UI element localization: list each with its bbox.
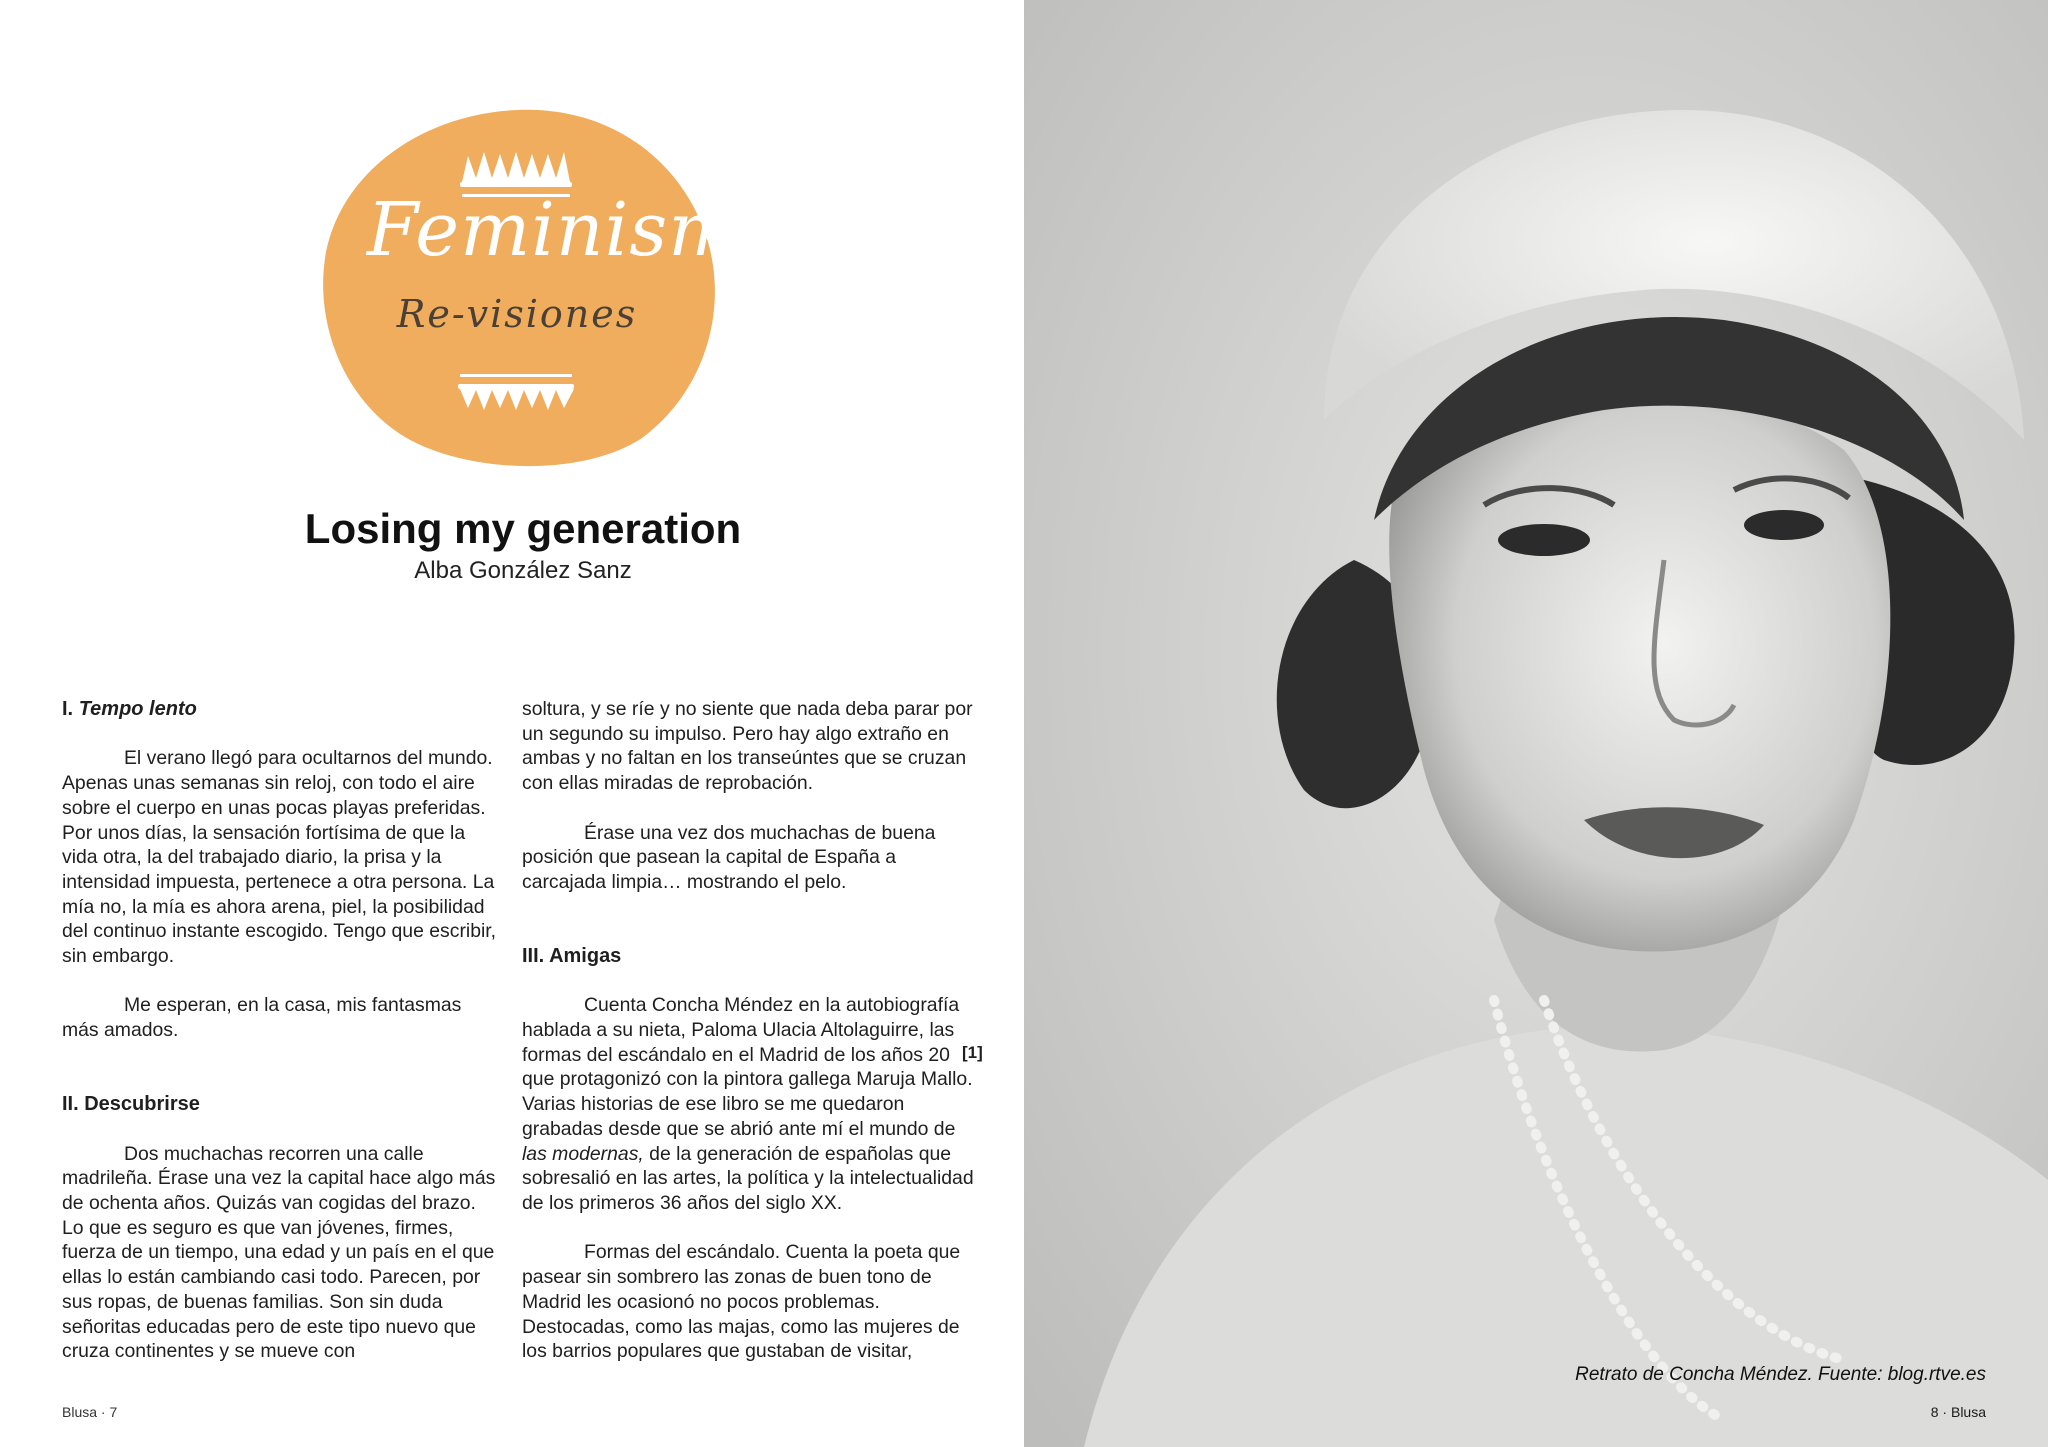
logo-title: Feminismo <box>367 187 785 273</box>
section-heading-3 <box>522 944 984 969</box>
footnote-marker[interactable]: [1] <box>962 1043 983 1062</box>
text-column-2 <box>522 697 984 1389</box>
section-heading-1 <box>62 697 502 722</box>
section-logo <box>312 102 785 472</box>
photo-caption: Retrato de Concha Méndez. Fuente: blog.rtve.es <box>1575 1364 1986 1385</box>
section-number: II. <box>62 1093 79 1116</box>
article-author: Alba González Sanz <box>414 557 632 584</box>
paragraph: Érase una vez dos muchachas de buena posición que pasean la capital de España a carcajada limpia… mostrando el pelo. <box>522 821 936 893</box>
section-title: Descubrirse <box>84 1093 200 1116</box>
portrait-illustration <box>1024 0 2048 1447</box>
paragraph-text: Cuenta Concha Méndez en la autobiografía hablada a su nieta, Paloma Ulacia Altolaguirre, las formas del escándalo en el Madrid de los años 20 que protagonizó con la pintora gallega Maruja Mallo. Varias historias de ese libro se me quedaron grabadas desde que se abrió ante mí el mundo de <box>522 994 973 1140</box>
paragraph: Formas del escándalo. Cuenta la poeta que pasear sin sombrero las zonas de buen tono de Madrid les ocasionó no pocos problemas. Destocadas, como las majas, como las mujeres de los barrios populares que gustaban de visitar, <box>522 1241 961 1363</box>
paragraph: Me esperan, en la casa, mis fantasmas más amados. <box>62 994 462 1042</box>
text-column-1 <box>62 697 502 1389</box>
page-folio-left: Blusa · 7 <box>62 1404 118 1420</box>
section-heading-2 <box>62 1092 502 1117</box>
paragraph: El verano llegó para ocultarnos del mundo. Apenas unas semanas sin reloj, con todo el aire sobre el cuerpo en unas pocas playas preferidas. Por unos días, la sensación fortísima de que la vida otra, la del trabajado diario, la prisa y la intensidad impuesta, pertenece a otra persona. La mía no, la mía es ahora arena, piel, la posibilidad del continuo instante escogido. Tengo que escribir, sin embargo. <box>62 747 497 968</box>
logo-subtitle: Re-visiones <box>396 292 638 336</box>
article-title: Losing my generation <box>304 505 742 552</box>
paragraph-text: de la generación de españolas que sobresalió en las artes, la política y la intelectualidad de los primeros 36 años del siglo XX. <box>522 1142 974 1214</box>
paragraph <box>522 993 984 1215</box>
paragraph: soltura, y se ríe y no siente que nada deba parar por un segundo su impulso. Pero hay algo extraño en ambas y no faltan en los transeúntes que se cruzan con ellas miradas de reprobación. <box>522 698 973 795</box>
section-number: I. <box>62 698 74 720</box>
section-title: Amigas <box>549 944 622 967</box>
section-number: III. <box>522 944 545 967</box>
section-title: Tempo lento <box>78 698 197 720</box>
page-folio-right: 8 · Blusa <box>1930 1404 1986 1420</box>
emphasis-text: las modernas, <box>522 1142 644 1165</box>
right-page <box>1024 0 2048 1447</box>
logo-blob <box>312 102 785 472</box>
paragraph: Dos muchachas recorren una calle madrileña. Érase una vez la capital hace algo más de ochenta años. Quizás van cogidas del brazo. Lo que es seguro es que van jóvenes, firmes, fuerza de un tiempo, una edad y un país en el que ellas lo están cambiando casi todo. Parecen, por sus ropas, de buenas familias. Son sin duda señoritas educadas pero de este tipo nuevo que cruza continentes y se mueve con <box>62 1142 496 1363</box>
portrait-photo <box>1024 0 2048 1447</box>
